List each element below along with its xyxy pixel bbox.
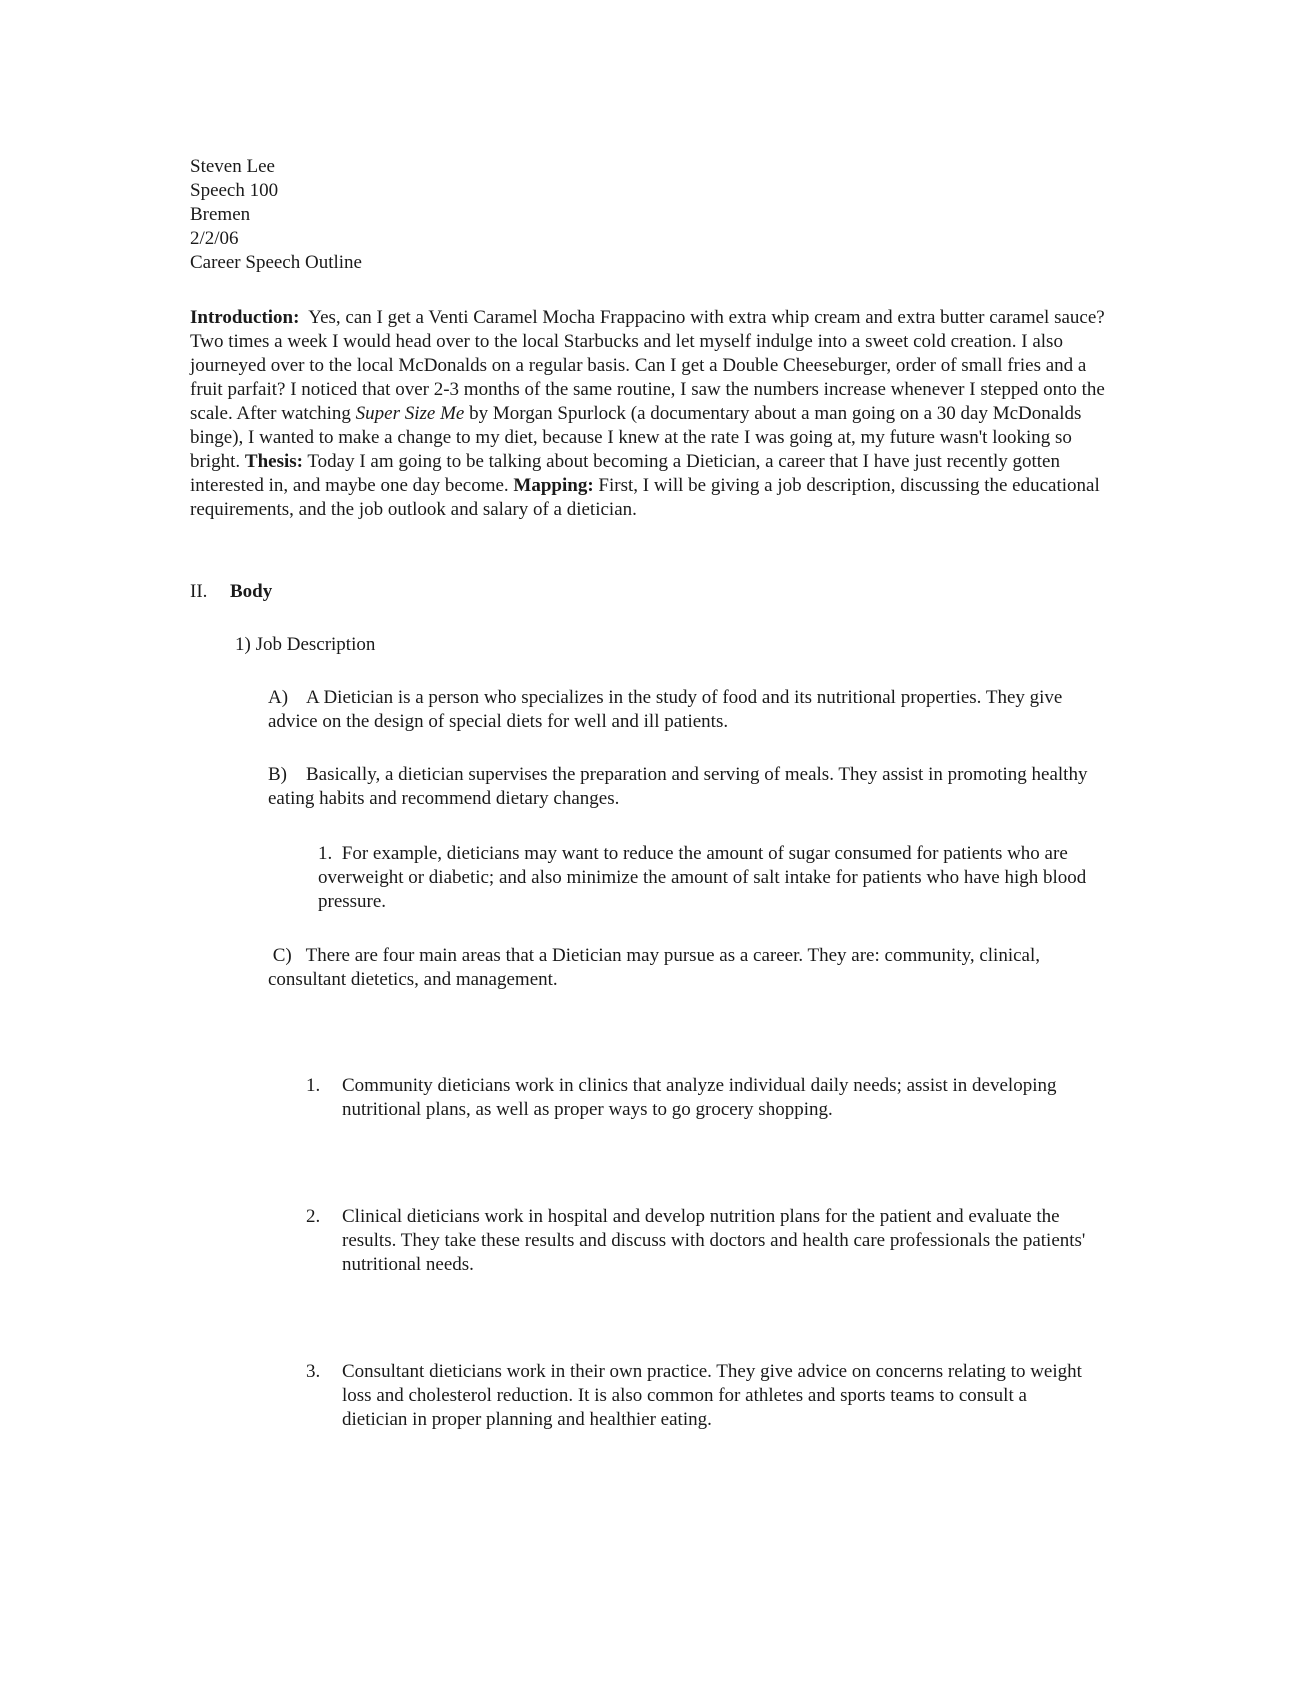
outline-item-c-label: C)	[272, 945, 292, 966]
course-name: Speech 100	[190, 180, 279, 201]
outline-item-b-label: B)	[268, 764, 287, 785]
mapping-text: First, I will be giving a job description, discussing the educational requirements, and the job outlook and salary of a dietician.	[190, 475, 1100, 520]
document-title: Career Speech Outline	[190, 252, 362, 273]
film-title: Super Size Me	[355, 403, 465, 424]
document-date: 2/2/06	[190, 228, 239, 249]
outline-item-b-1-label: 1.	[318, 843, 333, 864]
instructor-name: Bremen	[190, 204, 251, 225]
outline-item-a-text: A Dietician is a person who specializes in the study of food and its nutritional properties. They give advice on the design of special diets for well and ill patients.	[268, 687, 1063, 732]
job-description-heading: 1) Job Description	[235, 634, 376, 655]
document-header	[190, 155, 790, 275]
outline-item-b-1	[318, 842, 1118, 914]
introduction-text-2: by Morgan Spurlock (a documentary about a man going on a 30 day McDonalds binge), I wanted to make a change to my diet, because I knew at the rate I was going at, my future wasn't looking so bright.	[190, 403, 1082, 472]
outline-item-c-text: There are four main areas that a Dietician may pursue as a career. They are: community, clinical, consultant dietetics, and management.	[268, 945, 1041, 990]
outline-item-a	[268, 686, 1088, 734]
career-area-text: Consultant dieticians work in their own practice. They give advice on concerns relating to weight loss and cholesterol reduction. It is also common for athletes and sports teams to consult a dietician in proper planning and healthier eating.	[342, 1361, 1082, 1430]
career-area-number: 1.	[306, 1075, 321, 1096]
outline-item-b-1-text: For example, dieticians may want to reduce the amount of sugar consumed for patients who are overweight or diabetic; and also minimize the amount of salt intake for patients who have high blood pressure.	[318, 843, 1087, 912]
introduction-text-1: Yes, can I get a Venti Caramel Mocha Frappacino with extra whip cream and extra butter caramel sauce? Two times a week I would head over to the local Starbucks and let myself indulge into a sweet cold creation. I also journeyed over to the local McDonalds on a regular basis. Can I get a Double Cheeseburger, order of small fries and a fruit parfait? I noticed that over 2-3 months of the same routine, I saw the numbers increase whenever I stepped onto the scale. After watching	[190, 307, 1105, 424]
section-numeral: II.	[190, 581, 208, 602]
outline-item-c	[268, 944, 1088, 992]
career-area-text: Clinical dieticians work in hospital and develop nutrition plans for the patient and evaluate the results. They take these results and discuss with doctors and health care professionals the patients' nutritional needs.	[342, 1206, 1086, 1275]
thesis-text: Today I am going to be talking about becoming a Dietician, a career that I have just recently gotten interested in, and maybe one day become.	[190, 451, 1060, 496]
thesis-label: Thesis:	[244, 451, 303, 472]
career-area-text: Community dieticians work in clinics that analyze individual daily needs; assist in developing nutritional plans, as well as proper ways to go grocery shopping.	[342, 1075, 1057, 1120]
outline-item-b	[268, 763, 1088, 811]
body-section-heading	[190, 580, 272, 604]
author-name: Steven Lee	[190, 156, 275, 177]
outline-item-b-text: Basically, a dietician supervises the preparation and serving of meals. They assist in promoting healthy eating habits and recommend dietary changes.	[268, 764, 1088, 809]
career-area-number: 3.	[306, 1361, 321, 1382]
outline-item-a-label: A)	[268, 687, 289, 708]
mapping-label: Mapping:	[513, 475, 594, 496]
introduction-label: Introduction:	[190, 307, 300, 328]
introduction-paragraph	[190, 306, 1112, 522]
section-title: Body	[230, 581, 273, 602]
career-area-number: 2.	[306, 1206, 321, 1227]
